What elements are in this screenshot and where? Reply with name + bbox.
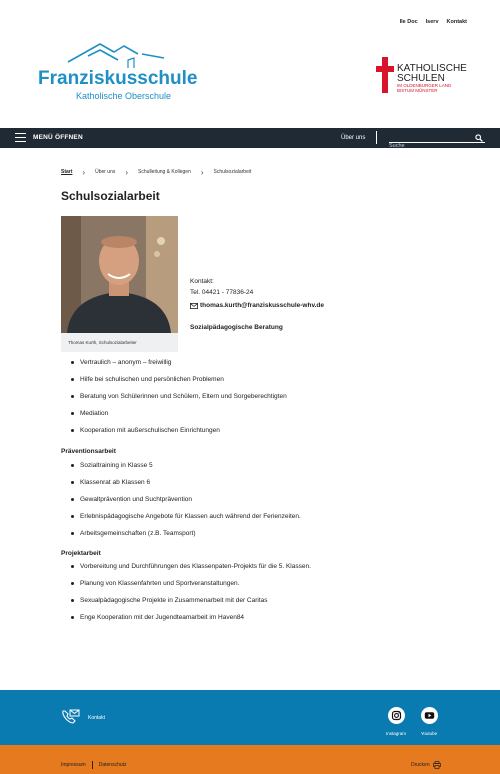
chevron-right-icon: › — [200, 167, 204, 177]
list-item: Kooperation mit außerschulischen Einrichtungen — [71, 426, 287, 443]
phone-mail-icon[interactable] — [61, 708, 80, 725]
logo-text: Franziskusschule — [38, 68, 198, 89]
impressum-link[interactable]: Impressum — [61, 762, 86, 768]
list-item: Enge Kooperation mit der Jugendteamarbeit im Haven84 — [71, 613, 311, 630]
list-beratung — [71, 358, 287, 443]
partner-line4: BISTUM MÜNSTER — [397, 88, 438, 93]
mail-icon — [190, 303, 198, 309]
nav-about-link[interactable]: Über uns — [341, 135, 366, 141]
list-item: Klassenrat ab Klassen 6 — [71, 478, 301, 495]
search-icon[interactable] — [475, 134, 483, 142]
list-item: Mediation — [71, 409, 287, 426]
list-item: Arbeitsgemeinschaften (z.B. Teamsport) — [71, 529, 301, 546]
hamburger-icon — [15, 133, 26, 142]
legal-divider — [92, 761, 93, 769]
list-item: Beratung von Schülerinnen und Schülern, Eltern und Sorgeberechtigten — [71, 392, 287, 409]
instagram-label: Instagram — [385, 731, 406, 736]
partner-line3: IM OLDENBURGER LAND — [397, 83, 452, 88]
list-item: Hilfe bei schulischen und persönlichen Problemen — [71, 375, 287, 392]
franziskusschule-logo[interactable] — [38, 40, 198, 102]
contact-email-row — [190, 302, 324, 309]
list-item: Vorbereitung und Durchführungen des Klassenpaten-Projekts für die 5. Klassen. — [71, 562, 311, 579]
datenschutz-link[interactable]: Datenschutz — [98, 762, 127, 768]
staff-photo-card — [61, 216, 178, 352]
breadcrumb-ueber-uns[interactable]: Über uns — [95, 169, 116, 175]
breadcrumb — [61, 169, 251, 175]
print-label: Drucken — [411, 762, 430, 768]
breadcrumb-current: Schulsozialarbeit — [213, 169, 252, 175]
search-input[interactable] — [389, 142, 469, 150]
section-title-beratung: Sozialpädagogische Beratung — [190, 324, 283, 331]
menu-open-button[interactable] — [15, 133, 83, 142]
search-box — [389, 134, 485, 143]
photo-caption: Thomas Kurth, Schulsozialarbeiter — [68, 340, 137, 345]
footer-contact-bar — [0, 690, 500, 745]
list-item: Vertraulich – anonym – freiwillig — [71, 358, 287, 375]
partner-line2: SCHULEN — [397, 73, 445, 84]
footer-legal-bar — [0, 745, 500, 774]
contact-block — [190, 276, 253, 298]
print-button[interactable] — [411, 761, 441, 769]
list-item: Sozialtraining in Klasse 5 — [71, 461, 301, 478]
breadcrumb-start[interactable]: Start — [61, 169, 73, 175]
staff-photo — [61, 216, 178, 333]
top-link-iserv[interactable]: Iserv — [425, 19, 439, 25]
top-link-ile-doc[interactable]: Ile Doc — [399, 19, 418, 25]
nav-divider — [376, 131, 377, 144]
cross-icon — [376, 57, 394, 93]
chevron-right-icon: › — [82, 167, 86, 177]
katholische-schulen-logo[interactable] — [376, 57, 466, 95]
page-title: Schulsozialarbeit — [61, 189, 160, 203]
list-projektarbeit — [71, 562, 311, 630]
footer-contact-link[interactable]: Kontakt — [88, 715, 105, 721]
list-item: Gewaltprävention und Suchtprävention — [71, 495, 301, 512]
contact-email-link[interactable]: thomas.kurth@franziskusschule-whv.de — [200, 302, 324, 309]
youtube-icon — [421, 707, 438, 724]
logo-subtitle: Katholische Oberschule — [76, 91, 172, 101]
menu-label: MENÜ ÖFFNEN — [33, 134, 83, 141]
list-item: Planung von Klassenfahrten und Sportveranstaltungen. — [71, 579, 311, 596]
youtube-label: Youtube — [420, 731, 438, 736]
section-title-projektarbeit: Projektarbeit — [61, 550, 101, 557]
chevron-right-icon: › — [125, 167, 129, 177]
breadcrumb-schulleitung[interactable]: Schulleitung & Kollegen — [138, 169, 191, 175]
main-navbar — [0, 128, 500, 148]
list-item: Sexualpädagogische Projekte in Zusammenarbeit mit der Caritas — [71, 596, 311, 613]
list-item: Erlebnispädagogische Angebote für Klassen auch während der Ferienzeiten. — [71, 512, 301, 529]
legal-links — [61, 761, 127, 769]
printer-icon — [433, 761, 441, 769]
partner-line1: KATHOLISCHE — [397, 63, 467, 74]
top-links — [400, 19, 467, 25]
youtube-button[interactable] — [421, 707, 438, 724]
top-link-kontakt[interactable]: Kontakt — [446, 19, 467, 25]
contact-phone: Tel. 04421 - 77836-24 — [190, 289, 254, 296]
list-praevention — [71, 461, 301, 546]
contact-label: Kontakt: — [190, 278, 214, 285]
instagram-icon — [388, 707, 405, 724]
instagram-button[interactable] — [388, 707, 405, 724]
section-title-praevention: Präventionsarbeit — [61, 448, 116, 455]
